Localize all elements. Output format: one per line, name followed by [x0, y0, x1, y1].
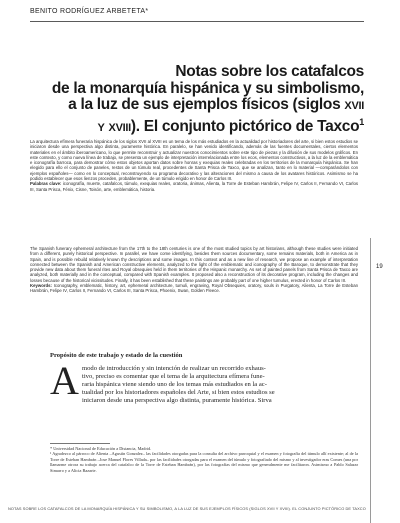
article-title: [30, 64, 364, 135]
header-rule: [30, 21, 364, 22]
title-line-3: [30, 97, 364, 114]
footnote-acknowledgements: ¹ Agradezco al párroco de Alienta –Agustín Gonzalez– las facilidades otorgadas para la consulta del archivo parroquial y el examen y fotografía del túmulo allí existente; al de la Torre de Esteban Hambrán –Jose Manuel Flores Villada– por las facilidades otorgadas para el examen del túmulo y fotografiado del mismo y al investigador eras Comes (una por llamarme otrora su trabajo acerca del catafalco de la Torre de Esteban Hambrán), por las fotografías del mismo que generalmente me facilitaron. Asimismo a Pablo Salazar Simarro y a Alicia Bazarte.: [50, 451, 358, 473]
title-footnote-mark: 1: [359, 116, 364, 127]
title-line-4-text: ). El conjunto pictórico de Taxco: [130, 117, 360, 135]
title-line-1: Notas sobre los catafalcos: [175, 63, 364, 80]
body-line: raria hispánica viene siendo uno de los temas más estudiados en la ac-: [82, 381, 267, 388]
keywords-english-label: Keywords:: [30, 283, 52, 289]
abstract-spanish: [30, 139, 358, 192]
keywords-english-list: Iconography, emblematic, history, art, ephemeral architecture, tumuli, engraving, Royal Obsequies, oratory, souls in Purgatory, Alienta, La Torre de Esteban Hambrán, Felipe IV, Carlos II, Fernando VI, Carlos III, Santa Prisca, Phoenix, Swan, Golden Fleece.: [30, 283, 358, 294]
keywords-english: [30, 283, 358, 294]
page-number: 19: [376, 264, 383, 270]
footnote-rule: [50, 443, 110, 444]
body-line: modo de introducción y sin intención de realizar un recorrido exhaus-: [82, 365, 266, 372]
keywords-spanish-list: iconografía, muerte, catafalcos, túmulo, exequias reales, oratoria, ánimas, Alienta, la Torre de Esteban Hambrán, Felipe IV, Carlos II, Fernando VI, Carlos III, Santa Prisca, Fénix, Cisne, Toisón, arte, emblemática, historia.: [30, 181, 358, 192]
title-line-2: de la monarquía hispánica y su simbolismo,: [51, 79, 364, 97]
body-line: tualidad por los historiadores españoles del Arte, si bien estos estudios se: [82, 389, 275, 396]
section-heading: Propósito de este trabajo y estado de la cuestión: [50, 352, 183, 359]
keywords-spanish: [30, 181, 358, 192]
margin-rule: [370, 238, 371, 523]
drop-cap: A: [50, 358, 79, 403]
abstract-english: [30, 246, 358, 294]
author-name: BENITO RODRÍGUEZ ARBETETA*: [30, 8, 149, 15]
title-line-4: [30, 114, 364, 136]
body-line: tivo, preciso es comentar que el tema de la arquitectura efímera fune-: [82, 373, 265, 380]
running-footer: NOTAS SOBRE LOS CATAFALCOS DE LA MONARQUÍA HISPÁNICA Y SU SIMBOLISMO, A LA LUZ DE SUS EJEMPLOS FÍSICOS (SIGLOS XVII Y XVIII). EL CONJUNTO PICTÓRICO DE TAXCO: [8, 506, 366, 511]
footnote-affiliation: * Universidad Nacional de Educación a Distancia, Madrid.: [50, 446, 152, 451]
footnotes: [50, 446, 358, 473]
title-century-2: y xviii: [97, 117, 131, 135]
abstract-spanish-text: La arquitectura efímera funeraria hispánica de los siglos XVII al XVIII es un tema de los más estudiados en la actualidad por historiadores del arte, si bien estos estudios se iniciaron desde una perspectiva algo distinta, puramente histórica. En paralelo, se han venido identificando, además de las fuentes documentales, ciertos elementos materiales en el ámbito iberoamericano, lo que permite reconstruir y actualizar nuestros conocimientos sobre este tipo de piezas y la difusión de sus modelos gráficos. En este contexto, y como nueva línea de trabajo, se presenta un ejemplo de interpretación interrelacionada entre los ecos, elementos constructivos, a la luz de la emblemática e iconografía barroca, para demostrar cómo estos objetos aportan datos sobre honras y exequias reales celebradas en los territorios de la monarquía hispánica. Se han elegido para ello el conjunto de paneles, restos de un túmulo real, procedentes de Santa Prisca de Taxco, que se analizan, tanto en lo material —comparándolos con ejemplos españoles— como en lo conceptual, reconstruyendo su programa decorativo y las alteraciones del mismo a causa de los avatares históricos. Asimismo se ha podido establecer que esos lienzos proceden, probablemente, de un túmulo erigido en honor de Carlos III.: [30, 139, 358, 182]
body-line: iniciaron desde una perspectiva algo distinta, puramente histórica. Sirva: [82, 397, 272, 404]
abstract-english-text: The Spanish funerary ephemeral architecture from the 17th to the 18th centuries is one of the most studied topics by art historians, although these studies were initiated from a different, purely historical perspective. In parallel, we have come identifying, besides them sources documentary, some remains materials, both in America as in Spain, and is possible rebuild relatively known thy descriptions and some images. In this context and as a new line of research, we propose an example of interpretation connected between the Spanish and American constructive elements, analyzed to the light of the emblematic and iconography of the Baroque, to demonstrate that they provide new data about them funeral rites and Royal obsequies held in them territories of the Hispanic monarchy. As set of painted panels from Santa Prisca de Taxco are analyzed, both materially and in the conceptual, compared with Spanish examples. It proposed also a reconstruction of its decorative program, including the changes and losses because of the historical vicissitudes. Finally, it has been established that these paintings are probably part of one higher tumulus, erected in honor of Carlos III.: [30, 246, 358, 283]
keywords-spanish-label: Palabras clave:: [30, 181, 62, 187]
title-line-3-text: a la luz de sus ejemplos físicos (siglos: [68, 96, 345, 113]
title-century-1: xvii: [344, 96, 364, 113]
